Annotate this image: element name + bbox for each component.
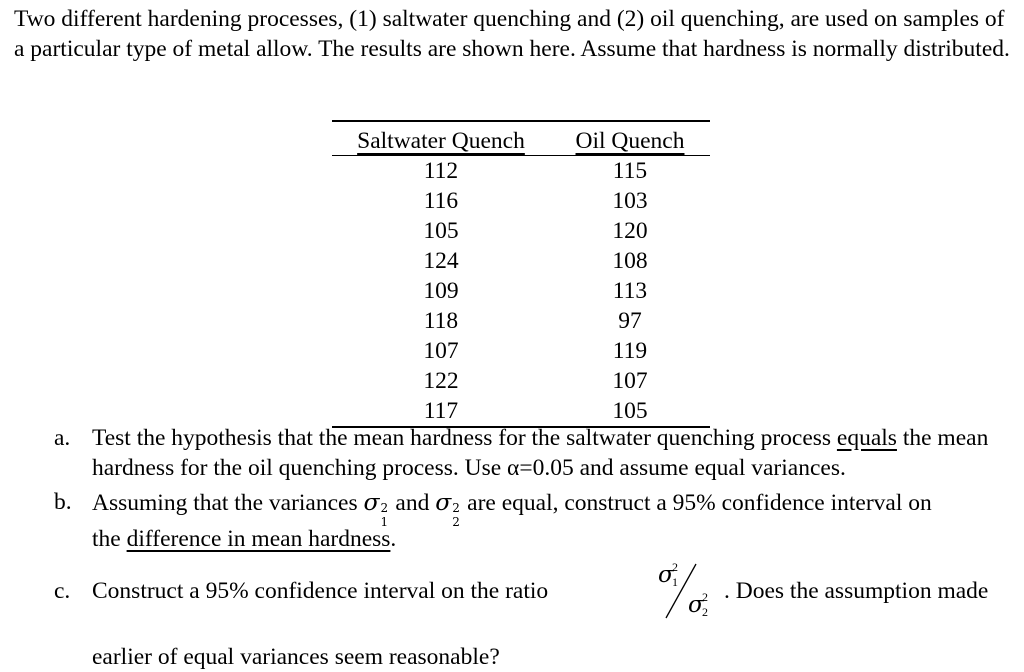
table-row xyxy=(332,366,710,396)
oil-value: 120 xyxy=(612,217,648,244)
table-row xyxy=(332,306,710,336)
header-saltwater-quench: Saltwater Quench xyxy=(357,128,525,154)
question-c xyxy=(54,560,1024,672)
saltwater-value: 116 xyxy=(423,187,459,214)
oil-value: 107 xyxy=(612,367,648,394)
saltwater-value: 117 xyxy=(423,397,459,424)
saltwater-value: 112 xyxy=(423,157,459,184)
table-row xyxy=(332,186,710,216)
saltwater-value: 124 xyxy=(423,247,459,274)
table-row xyxy=(332,246,710,276)
table-row xyxy=(332,156,710,186)
hardness-table xyxy=(332,120,710,428)
saltwater-value: 109 xyxy=(423,277,459,304)
header-oil-quench: Oil Quench xyxy=(575,128,685,154)
question-b-text-4: . xyxy=(390,526,397,552)
question-c-text-3: earlier of equal variances seem reasonable? xyxy=(92,644,500,670)
table-row xyxy=(332,216,710,246)
question-b-and: and xyxy=(389,490,436,516)
sigma-2-squared: σ 2 2 xyxy=(435,488,460,529)
question-c-text-1: Construct a 95% confidence interval on the ratio xyxy=(92,578,549,604)
variance-ratio-formula xyxy=(652,552,724,632)
oil-value: 103 xyxy=(612,187,648,214)
ratio-denominator-sub: 2 xyxy=(702,605,708,619)
ratio-denominator-sigma: σ xyxy=(688,592,704,618)
question-a-text-2: the mean hardness for the oil quenching process. Use α=0.05 and assume equal variances. xyxy=(92,425,989,481)
sigma-1-squared: σ 2 1 xyxy=(363,488,389,529)
table-body xyxy=(332,156,710,426)
ratio-numerator-sub: 1 xyxy=(672,575,678,589)
oil-value: 115 xyxy=(612,157,648,184)
saltwater-value: 105 xyxy=(423,217,459,244)
question-b-text-2: are equal, construct a 95% confidence interval on xyxy=(461,490,932,516)
oil-value: 97 xyxy=(618,307,642,334)
question-c-text-2: . Does the assumption made xyxy=(724,578,989,604)
table-header xyxy=(332,122,710,156)
table-row xyxy=(332,396,710,426)
question-b-text-3: the xyxy=(92,526,127,552)
question-list xyxy=(54,423,1024,672)
saltwater-value: 107 xyxy=(423,337,459,364)
question-b xyxy=(54,487,1024,554)
problem-intro: Two different hardening processes, (1) saltwater quenching and (2) oil quenching, are used on samples of a particular type of metal allow. The results are shown here. Assume that hardness is normally distributed. xyxy=(14,6,1010,62)
ratio-numerator-sup: 2 xyxy=(672,560,678,574)
question-b-text-1: Assuming that the variances xyxy=(92,490,364,516)
question-a-underlined: equals xyxy=(836,425,897,451)
question-a-text-1: Test the hypothesis that the mean hardness for the saltwater quenching process xyxy=(92,425,837,451)
table-row xyxy=(332,336,710,366)
ratio-denominator-sup: 2 xyxy=(702,590,708,604)
oil-value: 105 xyxy=(612,397,648,424)
variance-ratio-svg xyxy=(652,552,724,632)
oil-value: 108 xyxy=(612,247,648,274)
question-b-letter: b. xyxy=(54,489,72,515)
oil-value: 119 xyxy=(612,337,648,364)
saltwater-value: 122 xyxy=(423,367,459,394)
question-a-letter: a. xyxy=(54,425,71,451)
saltwater-value: 118 xyxy=(423,307,459,334)
table-row xyxy=(332,276,710,306)
question-b-underlined: difference in mean hardness xyxy=(126,526,391,552)
question-c-letter: c. xyxy=(54,578,71,604)
oil-value: 113 xyxy=(612,277,648,304)
question-a xyxy=(54,423,1024,483)
ratio-numerator-sigma: σ xyxy=(658,562,674,588)
